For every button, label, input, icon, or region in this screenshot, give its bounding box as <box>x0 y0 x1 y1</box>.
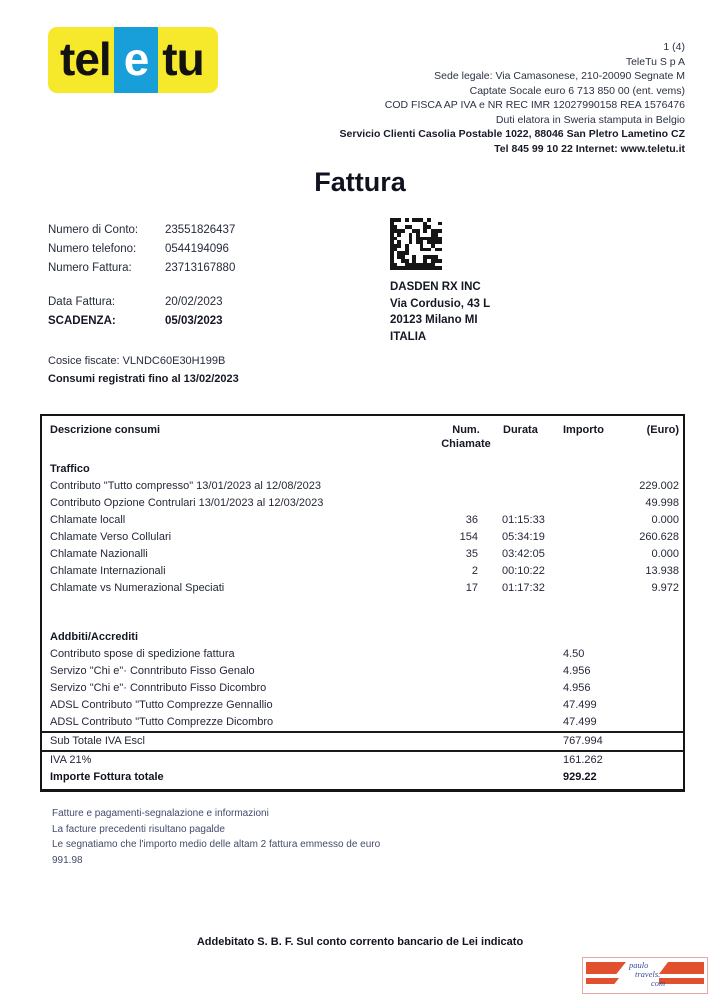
teletu-logo <box>48 27 218 93</box>
cell-description: Chlamate vs Numerazional Speciati <box>50 582 225 594</box>
logo-text: com <box>651 978 666 988</box>
cell-num <box>408 680 478 697</box>
page-number: 1 (4) <box>663 41 685 53</box>
table-row <box>42 580 683 597</box>
cell-importo: 4.50 <box>563 648 585 660</box>
cell-description: ADSL Contributo "Tutto Comprezze Gennallio <box>50 699 273 711</box>
cell-durata <box>478 663 563 680</box>
phone-internet-line: Tel 845 99 10 22 Internet: www.teletu.it <box>494 142 685 155</box>
cell-durata: 01:15:33 <box>502 514 545 526</box>
logo-red-bar <box>586 962 626 974</box>
cell-num <box>408 461 478 478</box>
invoice-number-label: Numero Fattura: <box>48 262 132 274</box>
cell-description: Servizo "Chi e"· Conntributo Fisso Genalo <box>50 665 255 677</box>
table-row <box>42 680 683 697</box>
cell-durata <box>478 697 563 714</box>
cell-durata <box>478 461 563 478</box>
account-info <box>48 221 235 331</box>
cell-importo <box>563 546 623 563</box>
due-date-value: 05/03/2023 <box>165 315 223 327</box>
table-section-traffico <box>42 461 683 478</box>
cell-num <box>408 478 478 495</box>
cell-euro <box>623 461 679 478</box>
cell-euro <box>623 680 679 697</box>
invoice-number-row <box>48 259 235 278</box>
header-euro: (Euro) <box>646 424 679 436</box>
company-name: TeleTu S p A <box>625 55 685 68</box>
table-row <box>42 663 683 680</box>
cell-num <box>408 733 478 750</box>
cell-durata <box>478 733 563 750</box>
cell-euro: 229.002 <box>639 480 679 492</box>
cell-euro <box>623 769 679 786</box>
cell-euro <box>623 629 679 646</box>
cell-num: 2 <box>471 565 478 577</box>
table-row <box>42 495 683 512</box>
cell-euro: 13.938 <box>645 565 679 577</box>
cell-num <box>408 646 478 663</box>
fiscal-block <box>48 352 239 388</box>
due-date-label: SCADENZA: <box>48 315 116 327</box>
recipient-city: 20123 Milano MI <box>390 314 478 326</box>
subtotal-row <box>42 731 683 752</box>
footer-notes <box>52 806 380 868</box>
cell-importo <box>563 512 623 529</box>
cell-num <box>408 629 478 646</box>
cell-description: Chlamate Verso Collulari <box>50 531 172 543</box>
phone-number-value: 0544194096 <box>165 243 229 255</box>
page-title: Fattura <box>314 167 406 197</box>
cell-durata <box>478 769 563 786</box>
recipient-name: DASDEN RX INC <box>390 281 481 293</box>
cell-euro: 260.628 <box>639 531 679 543</box>
header-durata: Durata <box>503 424 538 436</box>
logo-text-tel: tel <box>60 33 111 85</box>
table-section-addbiti <box>42 629 683 646</box>
cell-num <box>408 697 478 714</box>
logo-text: travels. <box>635 969 661 979</box>
cell-importo <box>563 478 623 495</box>
cell-description: ADSL Contributo "Tutto Comprezze Dicombro <box>50 716 274 728</box>
cell-importo: 47.499 <box>563 699 597 711</box>
spacer <box>48 278 235 293</box>
company-header <box>340 40 685 156</box>
header-num-chiamate <box>433 423 499 451</box>
cell-euro: 9.972 <box>651 582 679 594</box>
cell-importo <box>563 563 623 580</box>
table-row <box>42 714 683 731</box>
total-row <box>42 769 683 789</box>
invoice-number-value: 23713167880 <box>165 262 236 274</box>
invoice-date-label: Data Fattura: <box>48 296 116 308</box>
cell-euro: 49.998 <box>645 497 679 509</box>
total-label: Importe Fottura totale <box>50 771 164 783</box>
recipient-street: Via Cordusio, 43 L <box>390 297 491 310</box>
consumption-date-line: Consumi registrati fino al 13/02/2023 <box>48 373 239 385</box>
cell-num: 36 <box>465 514 478 526</box>
cell-euro <box>623 646 679 663</box>
cell-durata <box>478 495 563 512</box>
cell-num: 154 <box>459 531 478 543</box>
cell-durata: 00:10:22 <box>502 565 545 577</box>
vat-row <box>42 752 683 769</box>
table-row <box>42 478 683 495</box>
invoice-table <box>40 414 685 792</box>
fiscal-code-line: Cosice fiscate: VLNDC60E30H199B <box>48 355 226 367</box>
cell-description: Servizo "Chi e"· Conntributo Fisso Dicombro <box>50 682 267 694</box>
cell-durata <box>478 629 563 646</box>
cell-durata <box>478 714 563 731</box>
cell-durata <box>478 752 563 769</box>
note-line: La facture precedenti risultano pagalde <box>52 823 225 835</box>
cell-description: Chlamate Internazionali <box>50 565 166 577</box>
note-line: Fatture e pagamenti-segnalazione e informazioni <box>52 808 269 819</box>
cell-durata <box>478 478 563 495</box>
company-legal-address: Sede legale: Via Camasonese, 210-20090 Segnate M <box>434 70 685 82</box>
cell-importo <box>563 580 623 597</box>
table-row <box>42 546 683 563</box>
logo-text: paulo <box>629 960 649 970</box>
cell-durata <box>478 646 563 663</box>
subtotal-value: 767.994 <box>563 735 603 747</box>
cell-num <box>408 495 478 512</box>
cell-description: Contributo "Tutto compresso" 13/01/2023 al 12/08/2023 <box>50 480 321 492</box>
account-number-value: 23551826437 <box>165 224 236 236</box>
cell-importo <box>563 529 623 546</box>
company-print-note: Duti elatora in Sweria stamputa in Belgio <box>495 113 685 126</box>
payment-method-line: Addebitato S. B. F. Sul conto corrento bancario de Lei indicato <box>196 936 524 948</box>
paulo-travels-logo <box>582 957 708 994</box>
cell-durata <box>478 680 563 697</box>
logo-text-tu: tu <box>162 33 204 85</box>
cell-importo: 47.499 <box>563 716 597 728</box>
table-row <box>42 563 683 580</box>
logo-text-e: e <box>114 27 159 93</box>
vat-value: 161.262 <box>563 754 603 766</box>
due-date-row <box>48 312 235 331</box>
cell-description: Contributo Opzione Contrulari 13/01/2023 al 12/03/2023 <box>50 497 324 509</box>
section-label: Traffico <box>50 463 90 475</box>
subtotal-label: Sub Totale IVA Escl <box>50 735 145 747</box>
table-row <box>42 646 683 663</box>
note-line: 991.98 <box>52 854 83 866</box>
phone-number-label: Numero telefono: <box>48 243 137 255</box>
cell-durata: 01:17:32 <box>502 582 545 594</box>
cell-euro <box>623 663 679 680</box>
cell-num: 35 <box>465 548 478 560</box>
account-number-row <box>48 221 235 240</box>
cell-euro <box>623 752 679 769</box>
cell-importo <box>563 495 623 512</box>
cell-durata: 05:34:19 <box>502 531 545 543</box>
invoice-date-row <box>48 293 235 312</box>
invoice-date-value: 20/02/2023 <box>165 296 223 308</box>
cell-description: Chlamate Nazionalli <box>50 548 148 560</box>
phone-number-row <box>48 240 235 259</box>
cell-num <box>408 752 478 769</box>
cell-euro <box>623 714 679 731</box>
header-num: Num. <box>452 424 480 436</box>
datamatrix-barcode-icon <box>390 218 442 270</box>
logo-red-bar <box>659 978 704 984</box>
cell-importo <box>563 461 623 478</box>
logo-red-bar <box>659 962 704 974</box>
customer-service-line: Servicio Clienti Casolia Postable 1022, 88046 San Pletro Lametino CZ <box>339 128 685 140</box>
recipient-country: ITALIA <box>390 330 427 343</box>
table-row <box>42 529 683 546</box>
cell-num <box>408 714 478 731</box>
cell-importo: 4.956 <box>563 682 591 694</box>
cell-importo: 4.956 <box>563 665 591 677</box>
company-capital: Captate Socale euro 6 713 850 00 (ent. vems) <box>469 84 685 97</box>
cell-description: Chlamate locall <box>50 514 126 526</box>
table-row <box>42 697 683 714</box>
cell-num <box>408 769 478 786</box>
table-header <box>42 416 683 457</box>
section-label: Addbiti/Accrediti <box>50 631 139 643</box>
cell-importo <box>563 629 623 646</box>
total-value: 929.22 <box>563 771 597 783</box>
cell-num <box>408 663 478 680</box>
note-line: Le segnatiamo che l'importo medio delle altam 2 fattura emmesso de euro <box>52 839 381 850</box>
cell-num: 17 <box>465 582 478 594</box>
vat-label: IVA 21% <box>50 754 92 766</box>
table-row <box>42 512 683 529</box>
cell-durata: 03:42:05 <box>502 548 545 560</box>
cell-description: Contributo spose di spedizione fattura <box>50 648 235 660</box>
cell-euro: 0.000 <box>651 548 679 560</box>
header-description: Descrizione consumi <box>50 424 161 436</box>
cell-euro <box>623 697 679 714</box>
company-fiscal-codes: COD FISCA AP IVA e NR REC IMR 12027990158 REA 1576476 <box>384 99 685 111</box>
logo-red-bar <box>586 978 619 984</box>
cell-euro: 0.000 <box>651 514 679 526</box>
recipient-block <box>390 218 490 345</box>
cell-euro <box>623 733 679 750</box>
header-importo: Importo <box>563 424 604 436</box>
account-number-label: Numero di Conto: <box>48 224 139 236</box>
header-chiamate: Chiamate <box>441 438 491 450</box>
